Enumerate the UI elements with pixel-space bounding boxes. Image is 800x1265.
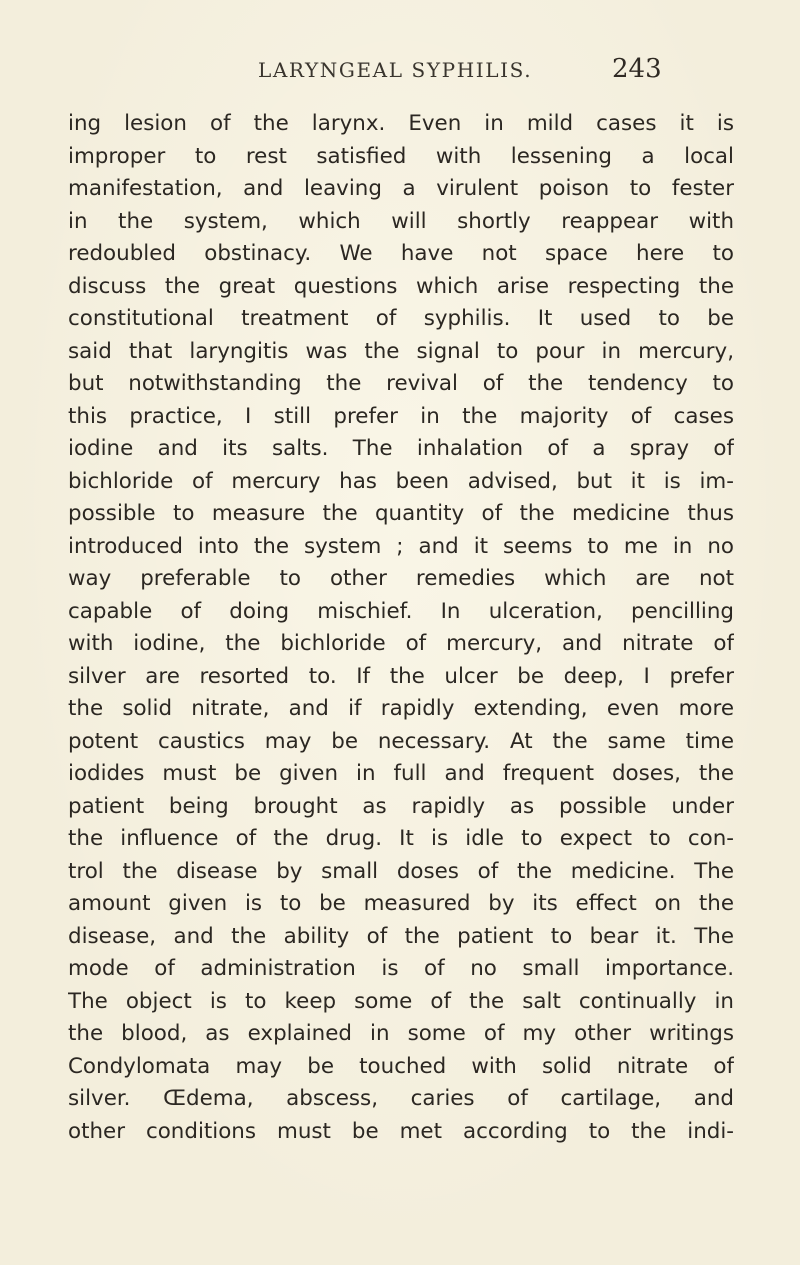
text-line: The object is to keep some of the salt continually in <box>68 988 734 1014</box>
text-line: with iodine, the bichloride of mercury, and nitrate of <box>68 631 734 656</box>
text-line: iodides must be given in full and frequent doses, the <box>68 761 734 786</box>
body-text <box>68 108 734 1148</box>
text-line: the blood, as explained in some of my other writings <box>68 1021 734 1046</box>
text-line: capable of doing mischief. In ulceration, pencilling <box>68 598 734 624</box>
text-line: in the system, which will shortly reappear with <box>68 208 734 234</box>
text-line: potent caustics may be necessary. At the same time <box>68 728 734 754</box>
page-number: 243 <box>612 54 662 84</box>
text-line: trol the disease by small doses of the medicine. The <box>68 858 734 884</box>
text-line: the influence of the drug. It is idle to expect to con- <box>68 826 734 851</box>
text-line: constitutional treatment of syphilis. It used to be <box>68 306 734 331</box>
text-line: but notwithstanding the revival of the tendency to <box>68 371 734 396</box>
text-line: silver are resorted to. If the ulcer be deep, I prefer <box>68 663 734 689</box>
text-line: way preferable to other remedies which are not <box>68 566 734 591</box>
text-line: ing lesion of the larynx. Even in mild cases it is <box>68 111 734 136</box>
text-line: disease, and the ability of the patient to bear it. The <box>68 923 734 949</box>
text-line: possible to measure the quantity of the medicine thus <box>68 501 734 526</box>
text-line: manifestation, and leaving a virulent poison to fester <box>68 176 734 201</box>
text-line: introduced into the system ; and it seems to me in no <box>68 533 734 559</box>
running-title: LARYNGEAL SYPHILIS. <box>258 58 533 82</box>
text-line: bichloride of mercury has been advised, but it is im- <box>68 468 734 494</box>
text-line: this practice, I still prefer in the majority of cases <box>68 403 734 429</box>
text-line: Condylomata may be touched with solid nitrate of <box>68 1053 734 1079</box>
text-line: other conditions must be met according to the indi- <box>68 1118 734 1144</box>
text-line: amount given is to be measured by its effect on the <box>68 891 734 916</box>
text-line: said that laryngitis was the signal to pour in mercury, <box>68 338 734 364</box>
text-line: silver. Œdema, abscess, caries of cartilage, and <box>68 1086 734 1111</box>
text-line: discuss the great questions which arise respecting the <box>68 273 734 299</box>
text-line: the solid nitrate, and if rapidly extending, even more <box>68 696 734 721</box>
text-line: mode of administration is of no small importance. <box>68 956 734 981</box>
running-head <box>0 54 800 98</box>
text-line: iodine and its salts. The inhalation of a spray of <box>68 436 734 461</box>
text-line: patient being brought as rapidly as possible under <box>68 793 734 819</box>
text-line: redoubled obstinacy. We have not space here to <box>68 241 734 266</box>
text-line: improper to rest satisfied with lessening a local <box>68 143 734 169</box>
